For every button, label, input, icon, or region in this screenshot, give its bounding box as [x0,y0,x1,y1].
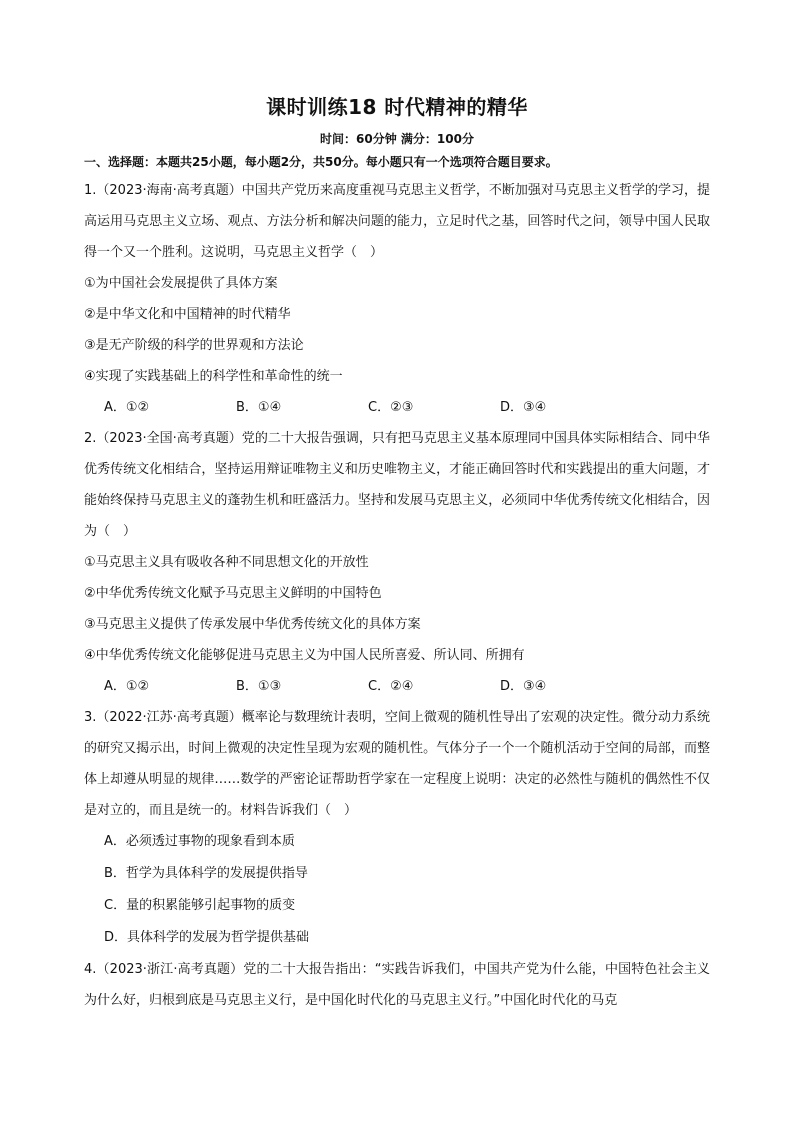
question-2-text: 2.（2023·全国·高考真题）党的二十大报告强调，只有把马克思主义基本原理同中国具体实际相结合、同中华优秀传统文化相结合，坚持运用辩证唯物主义和历史唯物主义，才能正确回答时代和实践提出的重大问题，才能始终保持马克思主义的蓬勃生机和旺盛活力。坚持和发展马克思主义，必须同中华优秀传统文化相结合，因为（ ） [84,431,710,539]
exam-meta: 时间：60分钟 满分：100分 [320,132,474,146]
question-1-statement-4: ④实现了实践基础上的科学性和革命性的统一 [84,369,343,384]
question-3-option-b[interactable]: B．哲学为具体科学的发展提供指导 [104,866,308,881]
question-1-option-d[interactable]: D．③④ [500,400,547,415]
question-1-options [84,392,710,423]
question-2-statement-1: ①马克思主义具有吸收各种不同思想文化的开放性 [84,555,369,570]
question-2-options [84,671,710,702]
question-1-statement-1: ①为中国社会发展提供了具体方案 [84,276,278,291]
question-2-statement-4: ④中华优秀传统文化能够促进马克思主义为中国人民所喜爱、所认同、所拥有 [84,648,525,663]
question-2-option-a[interactable]: A．①② [104,679,150,694]
question-2-statement-2: ②中华优秀传统文化赋予马克思主义鲜明的中国特色 [84,586,382,601]
question-1-option-b[interactable]: B．①④ [236,400,282,415]
question-1-statement-2: ②是中华文化和中国精神的时代精华 [84,307,291,322]
question-4-text: 4.（2023·浙江·高考真题）党的二十大报告指出：“实践告诉我们，中国共产党为什么能，中国特色社会主义为什么好，归根到底是马克思主义行，是中国化时代化的马克思主义行。”中国化时代化的马克 [84,962,710,1008]
question-3-option-d[interactable]: D．具体科学的发展为哲学提供基础 [104,930,310,945]
question-1 [84,175,710,423]
question-2-statement-3: ③马克思主义提供了传承发展中华优秀传统文化的具体方案 [84,617,421,632]
section-heading: 一、选择题：本题共25小题，每小题2分，共50分。每小题只有一个选项符合题目要求。 [84,155,558,169]
question-1-text: 1.（2023·海南·高考真题）中国共产党历来高度重视马克思主义哲学，不断加强对马克思主义哲学的学习，提高运用马克思主义立场、观点、方法分析和解决问题的能力，立足时代之基，回答时代之问，领导中国人民取得一个又一个胜利。这说明，马克思主义哲学（ ） [84,183,710,260]
question-2-option-d[interactable]: D．③④ [500,679,547,694]
question-2 [84,423,710,702]
question-1-option-a[interactable]: A．①② [104,400,150,415]
question-3-option-c[interactable]: C．量的积累能够引起事物的质变 [104,898,296,913]
question-1-statement-3: ③是无产阶级的科学的世界观和方法论 [84,338,304,353]
question-1-option-c[interactable]: C．②③ [368,400,414,415]
question-3-option-a[interactable]: A．必须透过事物的现象看到本质 [104,834,295,849]
question-2-option-c[interactable]: C．②④ [368,679,414,694]
page-title: 课时训练18 时代精神的精华 [266,95,528,119]
question-4 [84,954,710,1016]
question-3-text: 3.（2022·江苏·高考真题）概率论与数理统计表明，空间上微观的随机性导出了宏观的决定性。微分动力系统的研究又揭示出，时间上微观的决定性呈现为宏观的随机性。气体分子一个一个随机活动于空间的局部，而整体上却遵从明显的规律……数学的严密论证帮助哲学家在一定程度上说明：决定的必然性与随机的偶然性不仅是对立的，而且是统一的。材料告诉我们（ ） [84,710,710,818]
question-2-option-b[interactable]: B．①③ [236,679,282,694]
question-3 [84,702,710,954]
